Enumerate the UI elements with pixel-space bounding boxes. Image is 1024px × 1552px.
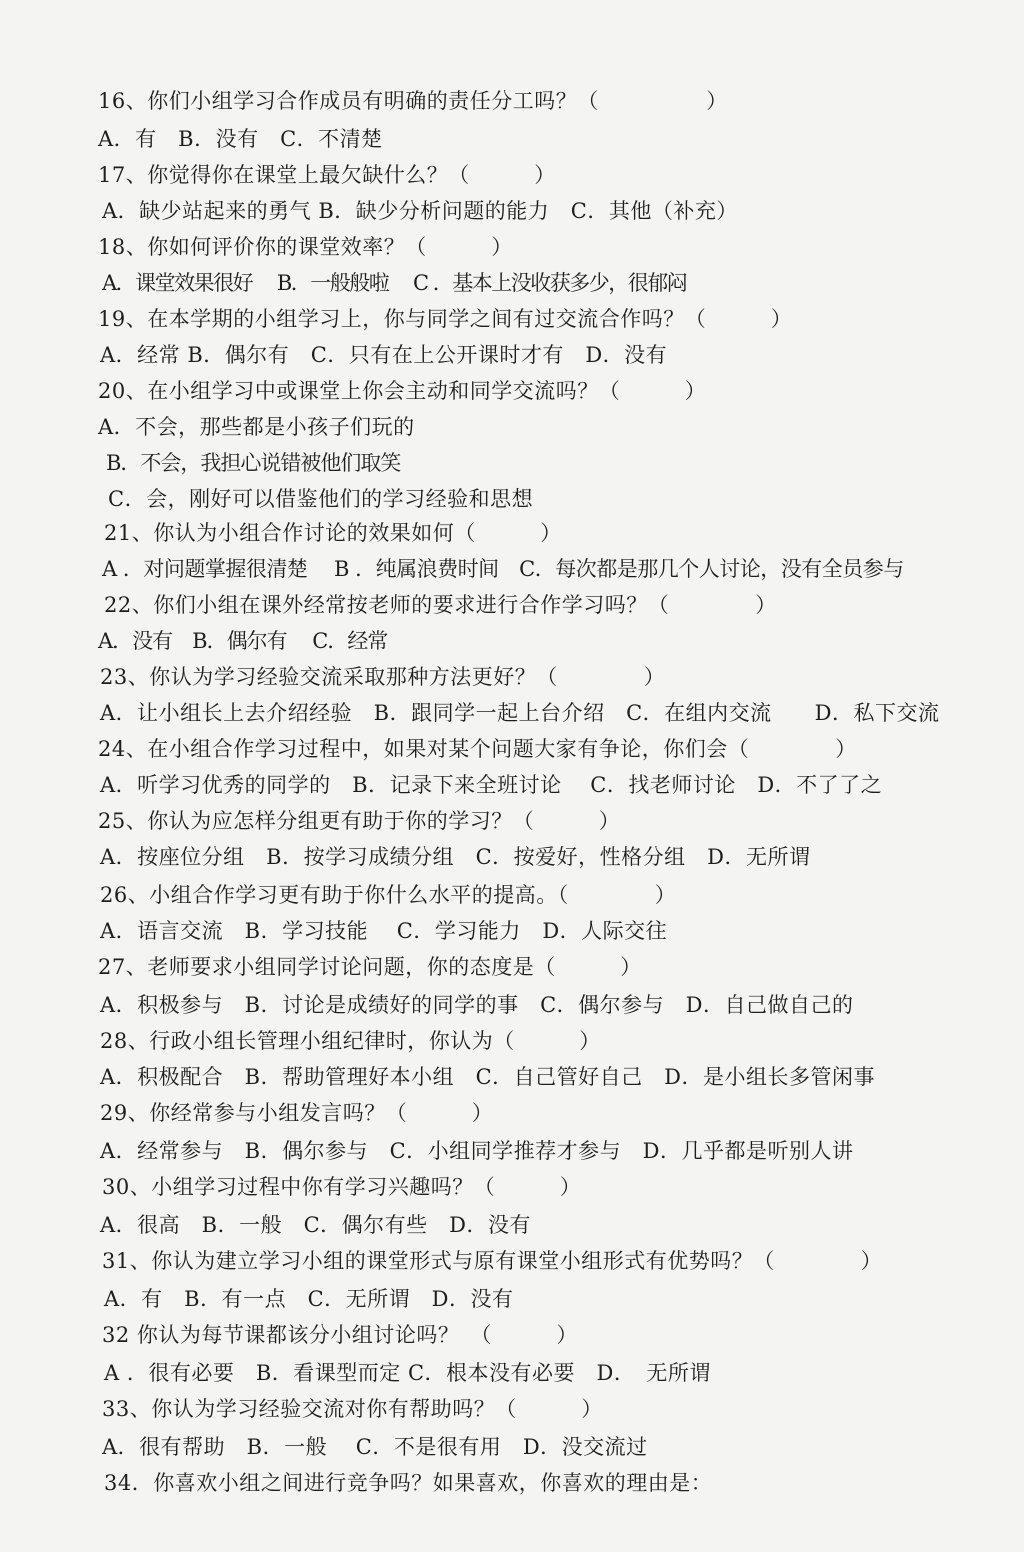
question-options: A．课堂效果很好 B．一般般啦 C ．基本上没收获多少，很郁闷 — [102, 271, 687, 295]
question-prompt: 30、小组学习过程中你有学习兴趣吗？（ ） — [102, 1175, 582, 1199]
question-prompt: 16、你们小组学习合作成员有明确的责任分工吗？（ ） — [98, 89, 728, 113]
question-options: A．缺少站起来的勇气 B．缺少分析问题的能力 C．其他（补充） — [102, 199, 738, 223]
question-options: A．很高 B．一般 C．偶尔有些 D．没有 — [100, 1213, 532, 1237]
question-prompt: 20、在小组学习中或课堂上你会主动和同学交流吗？（ ） — [98, 379, 707, 403]
question-options: A．有 B．有一点 C．无所谓 D．没有 — [104, 1287, 514, 1311]
question-prompt: 29、你经常参与小组发言吗？（ ） — [100, 1101, 494, 1125]
question-prompt: 27、老师要求小组同学讨论问题，你的态度是（ ） — [98, 955, 642, 979]
question-options: A．听学习优秀的同学的 B．记录下来全班讨论 C．找老师讨论 D．不了了之 — [100, 773, 883, 797]
question-prompt: 34．你喜欢小组之间进行竞争吗？如果喜欢，你喜欢的理由是： — [104, 1471, 713, 1495]
question-prompt: 25、你认为应怎样分组更有助于你的学习？（ ） — [98, 809, 621, 833]
question-options: A ．对问题掌握很清楚 B ．纯属浪费时间 C．每次都是那几个人讨论，没有全员参与 — [102, 557, 904, 581]
question-options: A．积极参与 B．讨论是成绩好的同学的事 C．偶尔参与 D．自己做自己的 — [100, 993, 854, 1017]
question-options: A ．很有必要 B．看课型而定 C．根本没有必要 D． 无所谓 — [104, 1361, 711, 1385]
question-prompt: 24、在小组合作学习过程中，如果对某个问题大家有争论，你们会（ ） — [98, 737, 857, 761]
question-prompt: 21、你认为小组合作讨论的效果如何（ ） — [104, 521, 562, 545]
question-prompt: 19、在本学期的小组学习上，你与同学之间有过交流合作吗？（ ） — [98, 307, 793, 331]
question-prompt: 28、行政小组长管理小组纪律时，你认为（ ） — [100, 1029, 601, 1053]
question-options: A．积极配合 B．帮助管理好本小组 C．自己管好自己 D．是小组长多管闲事 — [100, 1065, 875, 1089]
question-prompt: 18、你如何评价你的课堂效率？（ ） — [98, 235, 513, 259]
question-options: A．不会，那些都是小孩子们玩的 — [98, 415, 415, 439]
question-options: A．很有帮助 B．一般 C．不是很有用 D．没交流过 — [102, 1435, 648, 1459]
question-prompt: 26、小组合作学习更有助于你什么水平的提高。（ ） — [100, 883, 677, 907]
question-options: A．经常 B．偶尔有 C．只有在上公开课时才有 D．没有 — [100, 343, 668, 367]
question-options: B．不会，我担心说错被他们取笑 — [106, 451, 401, 475]
question-options: A．没有 B．偶尔有 C．经常 — [98, 629, 388, 653]
question-prompt: 17、你觉得你在课堂上最欠缺什么？（ ） — [98, 163, 556, 187]
question-prompt: 33、你认为学习经验交流对你有帮助吗？（ ） — [102, 1397, 603, 1421]
question-prompt: 31、你认为建立学习小组的课堂形式与原有课堂小组形式有优势吗？（ ） — [102, 1249, 883, 1273]
question-options: A．经常参与 B．偶尔参与 C．小组同学推荐才参与 D．几乎都是听别人讲 — [100, 1139, 854, 1163]
question-options: A．按座位分组 B．按学习成绩分组 C．按爱好，性格分组 D．无所谓 — [100, 845, 811, 869]
question-options: A．语言交流 B．学习技能 C．学习能力 D．人际交往 — [100, 919, 668, 943]
question-options: A．让小组长上去介绍经验 B．跟同学一起上台介绍 C．在组内交流 D．私下交流 — [100, 701, 940, 725]
question-options: A．有 B．没有 C．不清楚 — [98, 127, 383, 151]
question-prompt: 22、你们小组在课外经常按老师的要求进行合作学习吗？（ ） — [104, 593, 777, 617]
question-prompt: 23、你认为学习经验交流采取那种方法更好？（ ） — [100, 665, 666, 689]
question-options: C．会，刚好可以借鉴他们的学习经验和思想 — [108, 487, 534, 511]
question-prompt: 32 你认为每节课都该分小组讨论吗？ （ ） — [102, 1323, 578, 1347]
